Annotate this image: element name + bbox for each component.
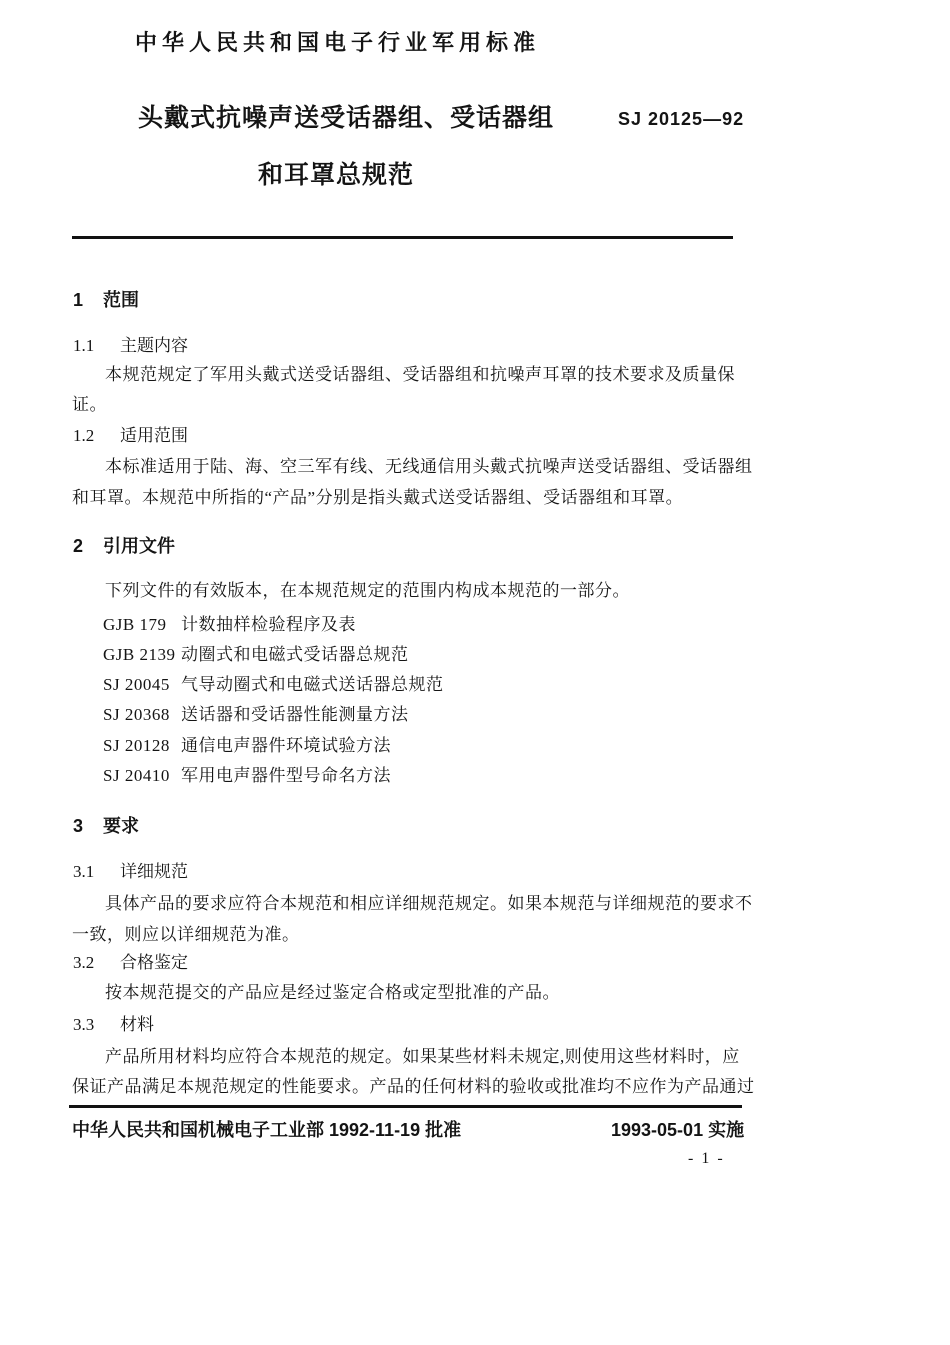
section-3-heading	[73, 817, 139, 835]
reference-item	[103, 706, 409, 723]
section-3-3-number: 3.3	[73, 1015, 95, 1034]
paragraph-1-1-line1: 本规范规定了军用头戴式送受话器组、受话器组和抗噪声耳罩的技术要求及质量保	[105, 365, 735, 384]
title-divider-rule	[72, 236, 733, 239]
section-1-2-title: 适用范围	[120, 426, 188, 445]
paragraph-1-2-line2: 和耳罩。本规范中所指的“产品”分别是指头戴式送受话器组、受话器组和耳罩。	[72, 488, 684, 507]
reference-id: GJB 2139	[103, 645, 176, 664]
implementation-statement: 1993-05-01 实施	[611, 1120, 745, 1140]
section-2-number: 2	[73, 536, 84, 556]
section-3-2-title: 合格鉴定	[120, 953, 188, 972]
reference-title: 计数抽样检验程序及表	[181, 615, 356, 634]
reference-title: 动圈式和电磁式受话器总规范	[181, 645, 409, 664]
paragraph-3-1-line1: 具体产品的要求应符合本规范和相应详细规范规定。如果本规范与详细规范的要求不	[105, 894, 753, 913]
section-3-3-title: 材料	[120, 1015, 154, 1034]
reference-item	[103, 676, 444, 693]
reference-id: SJ 20128	[103, 736, 170, 755]
reference-title: 通信电声器件环境试验方法	[181, 736, 391, 755]
paragraph-3-1-line2: 一致，则应以详细规范为准。	[72, 925, 300, 944]
section-3-3-heading	[73, 1016, 154, 1033]
section-1-2-number: 1.2	[73, 426, 95, 445]
section-2-heading	[73, 537, 175, 555]
section-3-2-heading	[73, 954, 188, 971]
document-number: SJ 20125—92	[618, 109, 745, 129]
section-3-1-number: 3.1	[73, 862, 95, 881]
section-3-number: 3	[73, 816, 84, 836]
reference-item	[103, 646, 409, 663]
reference-id: GJB 179	[103, 615, 167, 634]
paragraph-2-intro: 下列文件的有效版本，在本规范规定的范围内构成本规范的一部分。	[105, 581, 630, 600]
section-3-2-number: 3.2	[73, 953, 95, 972]
paragraph-3-3-line2: 保证产品满足本规范规定的性能要求。产品的任何材料的验收或批准均不应作为产品通过	[72, 1077, 755, 1096]
document-title-line1: 头戴式抗噪声送受话器组、受话器组	[138, 104, 555, 132]
approval-statement: 中华人民共和国机械电子工业部 1992-11-19 批准	[72, 1120, 462, 1140]
section-1-heading	[73, 291, 139, 309]
reference-item	[103, 616, 356, 633]
section-1-2-heading	[73, 427, 188, 444]
reference-item	[103, 767, 391, 784]
standard-type-heading: 中华人民共和国电子行业军用标准	[135, 30, 541, 55]
section-3-1-title: 详细规范	[120, 862, 188, 881]
reference-title: 气导动圈式和电磁式送话器总规范	[181, 675, 444, 694]
paragraph-3-3-line1: 产品所用材料均应符合本规范的规定。如果某些材料未规定,则使用这些材料时，应	[105, 1047, 740, 1066]
section-2-title: 引用文件	[103, 536, 175, 556]
section-3-title: 要求	[103, 816, 139, 836]
section-1-title: 范围	[103, 290, 139, 310]
reference-title: 军用电声器件型号命名方法	[181, 766, 391, 785]
paragraph-1-1-line2: 证。	[72, 395, 107, 414]
footer-divider-rule	[69, 1105, 742, 1108]
section-1-1-title: 主题内容	[120, 336, 188, 355]
section-1-number: 1	[73, 290, 84, 310]
section-1-1-heading	[73, 337, 188, 354]
paragraph-1-2-line1: 本标准适用于陆、海、空三军有线、无线通信用头戴式抗噪声送受话器组、受话器组	[105, 457, 753, 476]
section-3-1-heading	[73, 863, 188, 880]
reference-item	[103, 737, 391, 754]
reference-id: SJ 20368	[103, 705, 170, 724]
document-title-line2: 和耳罩总规范	[258, 161, 415, 189]
reference-id: SJ 20045	[103, 675, 170, 694]
paragraph-3-2-line1: 按本规范提交的产品应是经过鉴定合格或定型批准的产品。	[105, 983, 560, 1002]
reference-id: SJ 20410	[103, 766, 170, 785]
section-1-1-number: 1.1	[73, 336, 95, 355]
reference-title: 送话器和受话器性能测量方法	[181, 705, 409, 724]
page-number: - 1 -	[688, 1150, 725, 1167]
